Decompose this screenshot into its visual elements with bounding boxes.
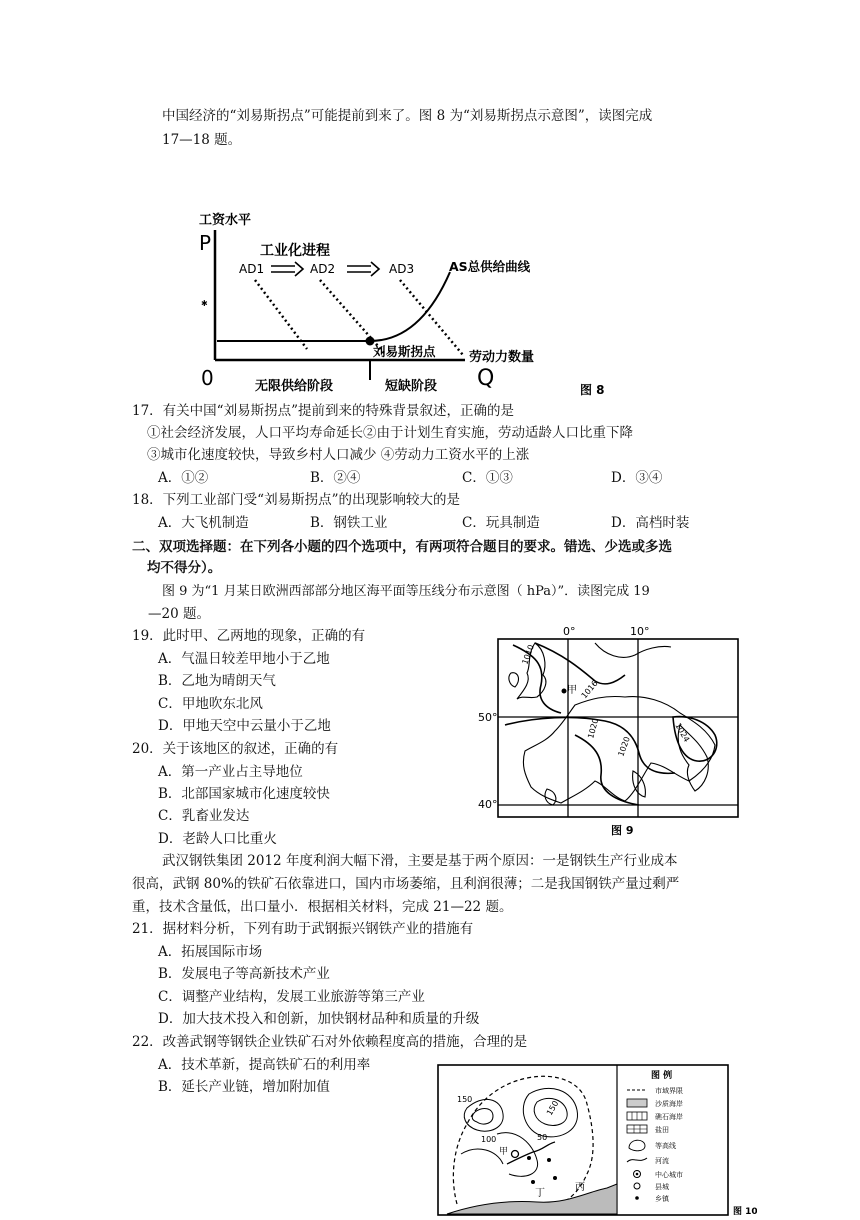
- q20-stem: 20．关于该地区的叙述，正确的有: [132, 741, 339, 757]
- q17-line-2: ①社会经济发展，人口平均寿命延长②由于计划生育实施，劳动适龄人口比重下降: [147, 425, 633, 441]
- q17-option-d[interactable]: D．③④: [611, 470, 663, 486]
- fig9-isobar-label: 1016: [579, 678, 600, 701]
- fig8-caption: 图 8: [580, 383, 605, 397]
- q18-option-d[interactable]: D．高档时装: [611, 515, 690, 531]
- fig9-lon-10: 10°: [630, 625, 650, 638]
- wisco-line-3: 重，技术含量低，出口量小．根据相关材料，完成 21—22 题。: [132, 899, 513, 915]
- intro-line-2: 17—18 题。: [162, 132, 242, 148]
- q21-option-b[interactable]: B．发展电子等高新技术产业: [158, 966, 330, 982]
- fig8-ad2-label: AD2: [310, 262, 336, 276]
- fig8-origin: 0: [201, 366, 214, 390]
- q19-option-a[interactable]: A．气温日较差甲地小于乙地: [158, 651, 330, 667]
- figure-8-lewis-chart: [195, 210, 635, 400]
- fig10-place-jia: 甲: [499, 1147, 509, 1157]
- fig8-as-label: AS总供给曲线: [449, 259, 531, 274]
- fig10-legend-item: 盐田: [655, 1126, 669, 1134]
- fig8-ad3-label: AD3: [389, 262, 415, 276]
- fig10-place-bing: 丙: [575, 1182, 585, 1193]
- fig9-lon-0: 0°: [563, 625, 576, 638]
- fig10-contour-label: 100: [481, 1135, 497, 1144]
- fig9-lat-40: 40°: [478, 798, 498, 811]
- figure-9-isobar-map: [475, 625, 755, 840]
- fig10-caption: 图 10: [733, 1207, 757, 1216]
- q21-stem: 21．据材料分析，下列有助于武钢振兴钢铁产业的措施有: [132, 921, 474, 937]
- fig10-legend-item: 等高线: [655, 1142, 676, 1150]
- fig9-isobar-label: 1020: [616, 735, 632, 758]
- fig10-contour-label: 150: [544, 1099, 561, 1117]
- section-2-heading-cont: 均不得分）。: [147, 560, 222, 576]
- q19-option-c[interactable]: C．甲地吹东北风: [158, 696, 263, 712]
- fig10-legend-item: 中心城市: [655, 1171, 683, 1179]
- wisco-line-2: 很高，武钢 80%的铁矿石依靠进口，国内市场萎缩，且利润很薄；二是我国钢铁产量过剩严: [132, 876, 680, 892]
- fig9-isobar-label: 1020: [586, 717, 601, 740]
- fig10-contour-label: 50: [537, 1133, 548, 1142]
- fig8-process-label: 工业化进程: [260, 243, 330, 259]
- fig9-caption: 图 9: [611, 824, 634, 837]
- fig8-x-letter: Q: [477, 366, 495, 391]
- q22-option-a[interactable]: A．技术革新，提高铁矿石的利用率: [158, 1057, 371, 1073]
- section-2-heading: 二、双项选择题：在下列各小题的四个选项中，有两项符合题目的要求。错选、少选或多选: [132, 539, 672, 555]
- fig10-legend-item: 沙质海岸: [655, 1100, 683, 1108]
- fig10-legend-item: 礁石海岸: [655, 1113, 683, 1121]
- q17-stem: 17．有关中国“刘易斯拐点”提前到来的特殊背景叙述，正确的是: [132, 403, 514, 419]
- q19-stem: 19．此时甲、乙两地的现象，正确的有: [132, 628, 366, 644]
- q17-option-b[interactable]: B．②④: [310, 470, 361, 486]
- fig8-stage-2: 短缺阶段: [385, 379, 438, 394]
- q21-option-c[interactable]: C．调整产业结构，发展工业旅游等第三产业: [158, 989, 425, 1005]
- fig8-lewis-label: 刘易斯拐点: [373, 344, 436, 359]
- figure-10-map: [437, 1064, 757, 1216]
- fig9-intro-line-2: —20 题。: [148, 606, 210, 622]
- fig9-isobar-label: 1024: [673, 721, 692, 744]
- q22-option-b[interactable]: B．延长产业链，增加附加值: [158, 1079, 330, 1095]
- fig9-isobar-label: 1010: [520, 643, 536, 666]
- q18-option-a[interactable]: A．大飞机制造: [158, 515, 249, 531]
- q20-option-a[interactable]: A．第一产业占主导地位: [158, 764, 303, 780]
- fig10-legend-item: 县城: [655, 1183, 669, 1191]
- q18-option-b[interactable]: B．钢铁工业: [310, 515, 388, 531]
- q19-option-d[interactable]: D．甲地天空中云量小于乙地: [158, 718, 331, 734]
- q18-option-c[interactable]: C．玩具制造: [462, 515, 540, 531]
- q21-option-d[interactable]: D．加大技术投入和创新，加快钢材品种和质量的升级: [158, 1011, 480, 1027]
- fig10-legend-item: 市域界限: [655, 1087, 683, 1095]
- svg-text:✱: ✱: [201, 299, 208, 308]
- fig9-intro-line-1: 图 9 为“1 月某日欧洲西部部分地区海平面等压线分布示意图（ hPa）”．读图完成 19: [162, 584, 650, 599]
- fig9-place-jia: 甲: [567, 685, 577, 696]
- fig10-legend-item: 乡镇: [655, 1195, 669, 1203]
- fig10-contour-label: 150: [457, 1095, 473, 1104]
- fig8-y-title: 工资水平: [199, 213, 252, 228]
- q20-option-c[interactable]: C．乳畜业发达: [158, 808, 250, 824]
- fig10-legend-item: 河流: [655, 1157, 669, 1165]
- q17-option-a[interactable]: A．①②: [158, 470, 209, 486]
- fig9-lat-50: 50°: [478, 711, 498, 724]
- intro-line-1: 中国经济的“刘易斯拐点”可能提前到来了。图 8 为“刘易斯拐点示意图”，读图完成: [162, 108, 653, 124]
- fig10-place-ding: 丁: [535, 1188, 545, 1199]
- q19-option-b[interactable]: B．乙地为晴朗天气: [158, 673, 276, 689]
- q18-stem: 18．下列工业部门受“刘易斯拐点”的出现影响较大的是: [132, 492, 460, 508]
- q20-option-b[interactable]: B．北部国家城市化速度较快: [158, 786, 330, 802]
- fig8-stage-1: 无限供给阶段: [255, 379, 334, 394]
- q20-option-d[interactable]: D．老龄人口比重火: [158, 831, 277, 847]
- fig10-legend-title: 图 例: [651, 1071, 673, 1081]
- q17-option-c[interactable]: C．①③: [462, 470, 513, 486]
- q22-stem: 22．改善武钢等钢铁企业铁矿石对外依赖程度高的措施，合理的是: [132, 1034, 528, 1050]
- q21-option-a[interactable]: A．拓展国际市场: [158, 944, 263, 960]
- fig8-labor-label: 劳动力数量: [469, 350, 535, 365]
- fig8-y-letter: P: [199, 231, 212, 255]
- q17-line-3: ③城市化速度较快，导致乡村人口减少 ④劳动力工资水平的上涨: [147, 447, 530, 463]
- wisco-line-1: 武汉钢铁集团 2012 年度利润大幅下滑，主要是基于两个原因：一是钢铁生产行业成本: [162, 853, 678, 869]
- fig8-ad1-label: AD1: [239, 262, 265, 276]
